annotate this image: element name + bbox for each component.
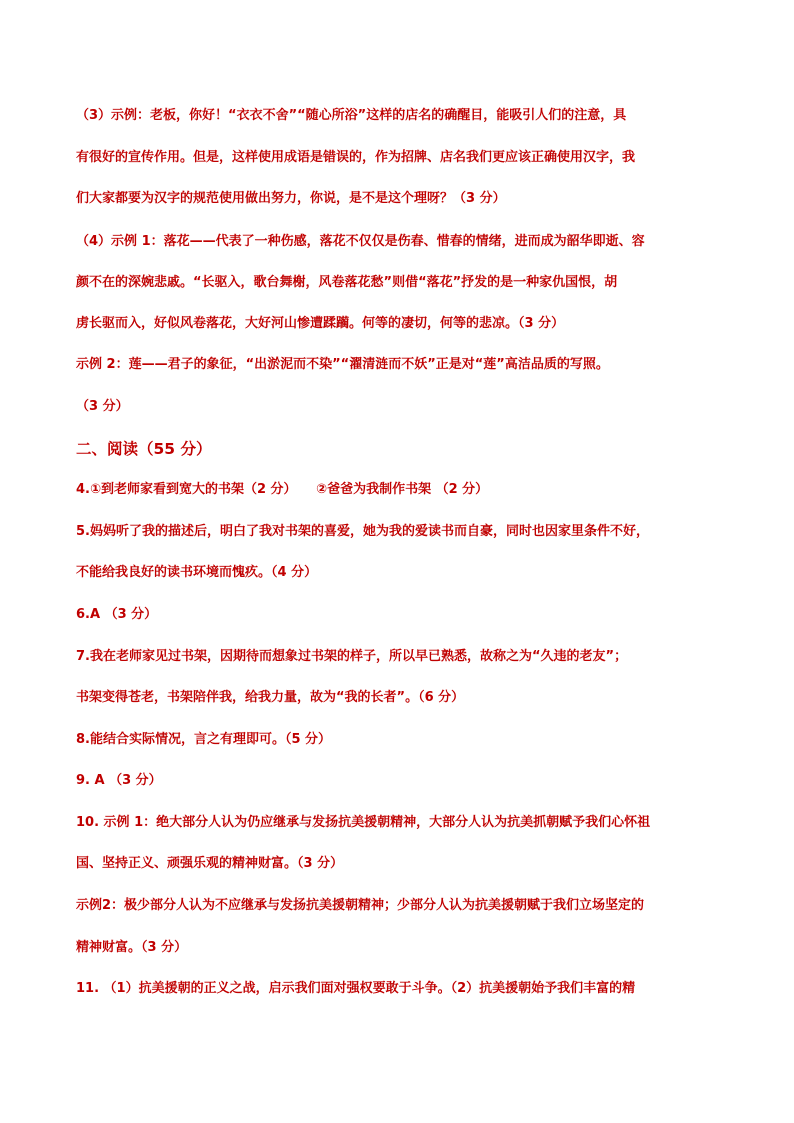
answer-3-line-2: 有很好的宣传作用。但是，这样使用成语是错误的，作为招牌、店名我们更应该正确使用汉字，我 xyxy=(76,150,636,165)
answer-q7-line-1: 7.我在老师家见过书架，因期待而想象过书架的样子，所以早已熟悉，故称之为“久违的老友”； xyxy=(76,649,628,664)
answer-q5-line-1: 5.妈妈听了我的描述后，明白了我对书架的喜爱，她为我的爱读书而自豪，同时也因家里条件不好， xyxy=(76,524,649,539)
answer-q10-line-1: 10. 示例 1：绝大部分人认为仍应继承与发扬抗美援朝精神，大部分人认为抗美抓朝赋予我们心怀祖 xyxy=(76,815,651,830)
answer-4-example-2-line-2: （3 分） xyxy=(76,399,129,414)
answer-4-example-2-line-1: 示例 2：莲——君子的象征，“出淤泥而不染”“濯清涟而不妖”正是对“莲”高洁品质的写照。 xyxy=(76,357,609,372)
answer-q10-example-2-line-1: 示例2：极少部分人认为不应继承与发扬抗美援朝精神；少部分人认为抗美援朝赋于我们立场坚定的 xyxy=(76,898,645,913)
answer-q6: 6.A （3 分） xyxy=(76,607,158,622)
answer-q11-line-1: 11. （1）抗美援朝的正义之战，启示我们面对强权要敢于斗争。（2）抗美援朝始予我们丰富的精 xyxy=(76,981,636,996)
section-heading-reading: 二、阅读（55 分） xyxy=(76,440,212,458)
answer-q4: 4.①到老师家看到宽大的书架（2 分） ②爸爸为我制作书架 （2 分） xyxy=(76,482,489,497)
answer-4-line-2: 颜不在的深婉悲戚。“长驱入，歌台舞榭，风卷落花愁”则借“落花”抒发的是一种家仇国恨，胡 xyxy=(76,275,618,290)
answer-q10-example-2-line-2: 精神财富。（3 分） xyxy=(76,940,188,955)
answer-q8: 8.能结合实际情况，言之有理即可。（5 分） xyxy=(76,732,332,747)
answer-q9: 9. A （3 分） xyxy=(76,773,162,788)
answer-3-line-3: 们大家都要为汉字的规范使用做出努力，你说，是不是这个理呀？（3 分） xyxy=(76,191,506,206)
answer-q5-line-2: 不能给我良好的读书环境而愧疚。（4 分） xyxy=(76,565,318,580)
answer-4-line-1: （4）示例 1：落花——代表了一种伤感，落花不仅仅是伤春、惜春的情绪，进而成为韶华即逝、容 xyxy=(76,234,645,249)
answer-q10-line-2: 国、坚持正义、顽强乐观的精神财富。（3 分） xyxy=(76,856,344,871)
answer-q7-line-2: 书架变得苍老，书架陪伴我，给我力量，故为“我的长者”。（6 分） xyxy=(76,690,465,705)
answer-3-line-1: （3）示例：老板，你好！“衣衣不舍”“随心所浴”这样的店名的确醒目，能吸引人们的注意，具 xyxy=(76,108,627,123)
answer-4-line-3: 虏长驱而入，好似风卷落花，大好河山惨遭蹂躏。何等的凄切，何等的悲凉。（3 分） xyxy=(76,316,565,331)
